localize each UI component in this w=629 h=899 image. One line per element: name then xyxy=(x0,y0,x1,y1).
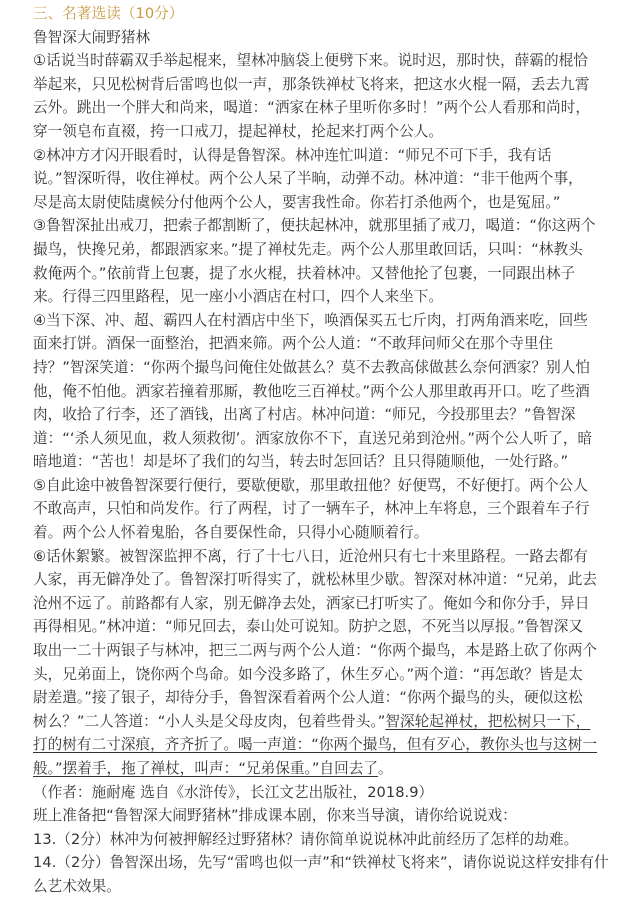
underlined-passage-text: 般。”摆着手，拖了禅杖，叫声：“兄弟保重。”自回去了 xyxy=(33,760,379,777)
passage-line: 人家，再无僻净处了。鲁智深打听得实了，就松林里少歇。智深对林冲道：“兄弟，此去 xyxy=(33,571,598,589)
section-heading-title: 三、名著选读 xyxy=(33,5,121,22)
passage-line: 举起来，只见松树背后雷鸣也似一声，那条铁禅杖飞将来，把这水火棍一隔，丢去九霄 xyxy=(33,75,590,93)
question-13 xyxy=(33,828,603,852)
passage-line: ②林冲方才闪开眼看时，认得是鲁智深。林冲连忙叫道：“师兄不可下手，我有话 xyxy=(33,146,552,164)
passage-line: 取出一二十两银子与林冲，把三二两与两个公人道：“你两个撮鸟，本是路上砍了你两个 xyxy=(33,642,598,660)
passage-line-mixed xyxy=(33,757,603,781)
section-heading-score: （10分） xyxy=(120,5,184,22)
passage-text: 树么？”二人答道：“小人头是父母皮肉，包着些骨头。” xyxy=(33,712,386,730)
question-14-continued: 么艺术效果。 xyxy=(33,877,121,895)
citation: （作者：施耐庵 选自《水浒传》，长江文艺出版社，2018.9） xyxy=(33,783,434,801)
question-number: 14. xyxy=(33,854,57,872)
question-text: 鲁智深出场，先写“雷鸣也似一声”和“铁禅杖飞将来”，请你说说这样安排有什 xyxy=(109,854,609,872)
question-score: （2分） xyxy=(56,854,110,872)
passage-line: ⑤自此途中被鲁智深要行便行，要歇便歇，那里敢扭他？好便骂，不好便打。两个公人 xyxy=(33,476,588,494)
passage-line: 来。行得三四里路程，见一座小小酒店在村口，四个人来坐下。 xyxy=(33,288,444,306)
passage-line: 说。”智深听得，收住禅杖。两个公人呆了半晌，动弹不动。林冲道：“非干他两个事， xyxy=(33,170,583,188)
task-intro: 班上准备把“鲁智深大闹野猪林”排成课本剧，你来当导演，请你给说说戏： xyxy=(33,807,517,825)
passage-line: 暗地道：“苦也！却是坏了我们的勾当，转去时怎回话？且只得随顺他，一处行路。” xyxy=(33,453,569,471)
passage-line: ③鲁智深扯出戒刀，把索子都割断了，便扶起林冲，就那里插了戒刀，喝道：“你这两个 xyxy=(33,217,596,235)
passage-title: 鲁智深大闹野猪林 xyxy=(33,28,151,46)
passage-body xyxy=(33,49,603,780)
passage-line: ⑥话休絮繁。被智深监押不离，行了十七八日，近沧州只有七十来里路程。一路去都有 xyxy=(33,547,588,565)
passage-line-underlined xyxy=(33,733,603,757)
passage-line: 道：“‘杀人须见血，救人须救彻’。洒家放你不下，直送兄弟到沧州。”两个公人听了，暗 xyxy=(33,429,593,447)
section-heading xyxy=(33,2,603,26)
passage-line: 着。两个公人怀着鬼胎，各自要保性命，只得小心随顺着行。 xyxy=(33,524,429,542)
passage-line: 尉差遣。”接了银子，却待分手，鲁智深看着两个公人道：“你两个撮鸟的头，硬似这松 xyxy=(33,689,583,707)
question-number: 13. xyxy=(33,830,57,848)
passage-line: 面来打饼。酒保一面整治，把酒来筛。两个公人道：“不敢拜问师父在那个寺里住 xyxy=(33,335,554,353)
passage-line: ①话说当时薛霸双手举起棍来，望林冲脑袋上便劈下来。说时迟，那时快，薛霸的棍恰 xyxy=(33,52,588,70)
passage-line: 沧州不远了。前路都有人家，别无僻净去处，洒家已打听实了。俺如今和你分手，异日 xyxy=(33,594,590,612)
passage-line: 穿一领皂布直裰，挎一口戒刀，提起禅杖，抡起来打两个公人。 xyxy=(33,122,444,140)
passage-line: 持？”智深笑道：“你两个撮鸟问俺住处做甚么？莫不去教高俅做甚么奈何洒家？别人怕 xyxy=(33,358,591,376)
underlined-passage-text: 打的树有二寸深痕，齐齐折了。喝一声道：“你两个撮鸟，但有歹心，教你头也与这树一 xyxy=(33,736,598,754)
passage-line: 不敢高声，只怕和尚发作。行了两程，讨了一辆车子，林冲上车将息，三个跟着车子行 xyxy=(33,500,590,518)
passage-line: 再得相见。”林冲道：“师兄回去，泰山处可说知。防护之恩，不死当以厚报。”鲁智深又 xyxy=(33,618,584,636)
passage-line: 云外。跳出一个胖大和尚来，喝道：“洒家在林子里听你多时！”两个公人看那和尚时， xyxy=(33,99,591,117)
passage-text: 。 xyxy=(378,760,393,777)
passage-line: 救俺两个。”依前背上包裹，提了水火棍，扶着林冲。又替他抡了包裹，一同跟出林子 xyxy=(33,264,576,282)
question-14 xyxy=(33,851,609,875)
passage-line: 撮鸟，快搀兄弟，都跟洒家来。”提了禅杖先走。两个公人那里敢回话，只叫：“林教头 xyxy=(33,240,583,258)
passage-line: 头，兄弟面上，饶你两个鸟命。如今没多路了，休生歹心。”两个道：“再怎敢？皆是太 xyxy=(33,665,583,683)
underlined-passage-text: 智深轮起禅杖，把松树只一下， xyxy=(385,712,591,730)
passage-line: ④当下深、冲、超、霸四人在村酒店中坐下，唤酒保买五七斤肉，打两角酒来吃，回些 xyxy=(33,311,588,329)
question-text: 林冲为何被押解经过野猪林？请你简单说说林冲此前经历了怎样的劫难。 xyxy=(109,830,579,848)
passage-line-mixed xyxy=(33,710,603,734)
passage-line: 尽是高太尉使陆虞候分付他两个公人，要害我性命。你若打杀他两个，也是冤屈。” xyxy=(33,193,561,211)
question-score: （2分） xyxy=(56,830,110,848)
passage-line: 肉，收拾了行李，还了酒钱，出离了村店。林冲问道：“师兄，今投那里去？”鲁智深 xyxy=(33,406,576,424)
passage-line: 他，俺不怕他。洒家若撞着那厮，教他吃三百禅杖。”两个公人那里敢再开口。吃了些酒 xyxy=(33,382,590,400)
